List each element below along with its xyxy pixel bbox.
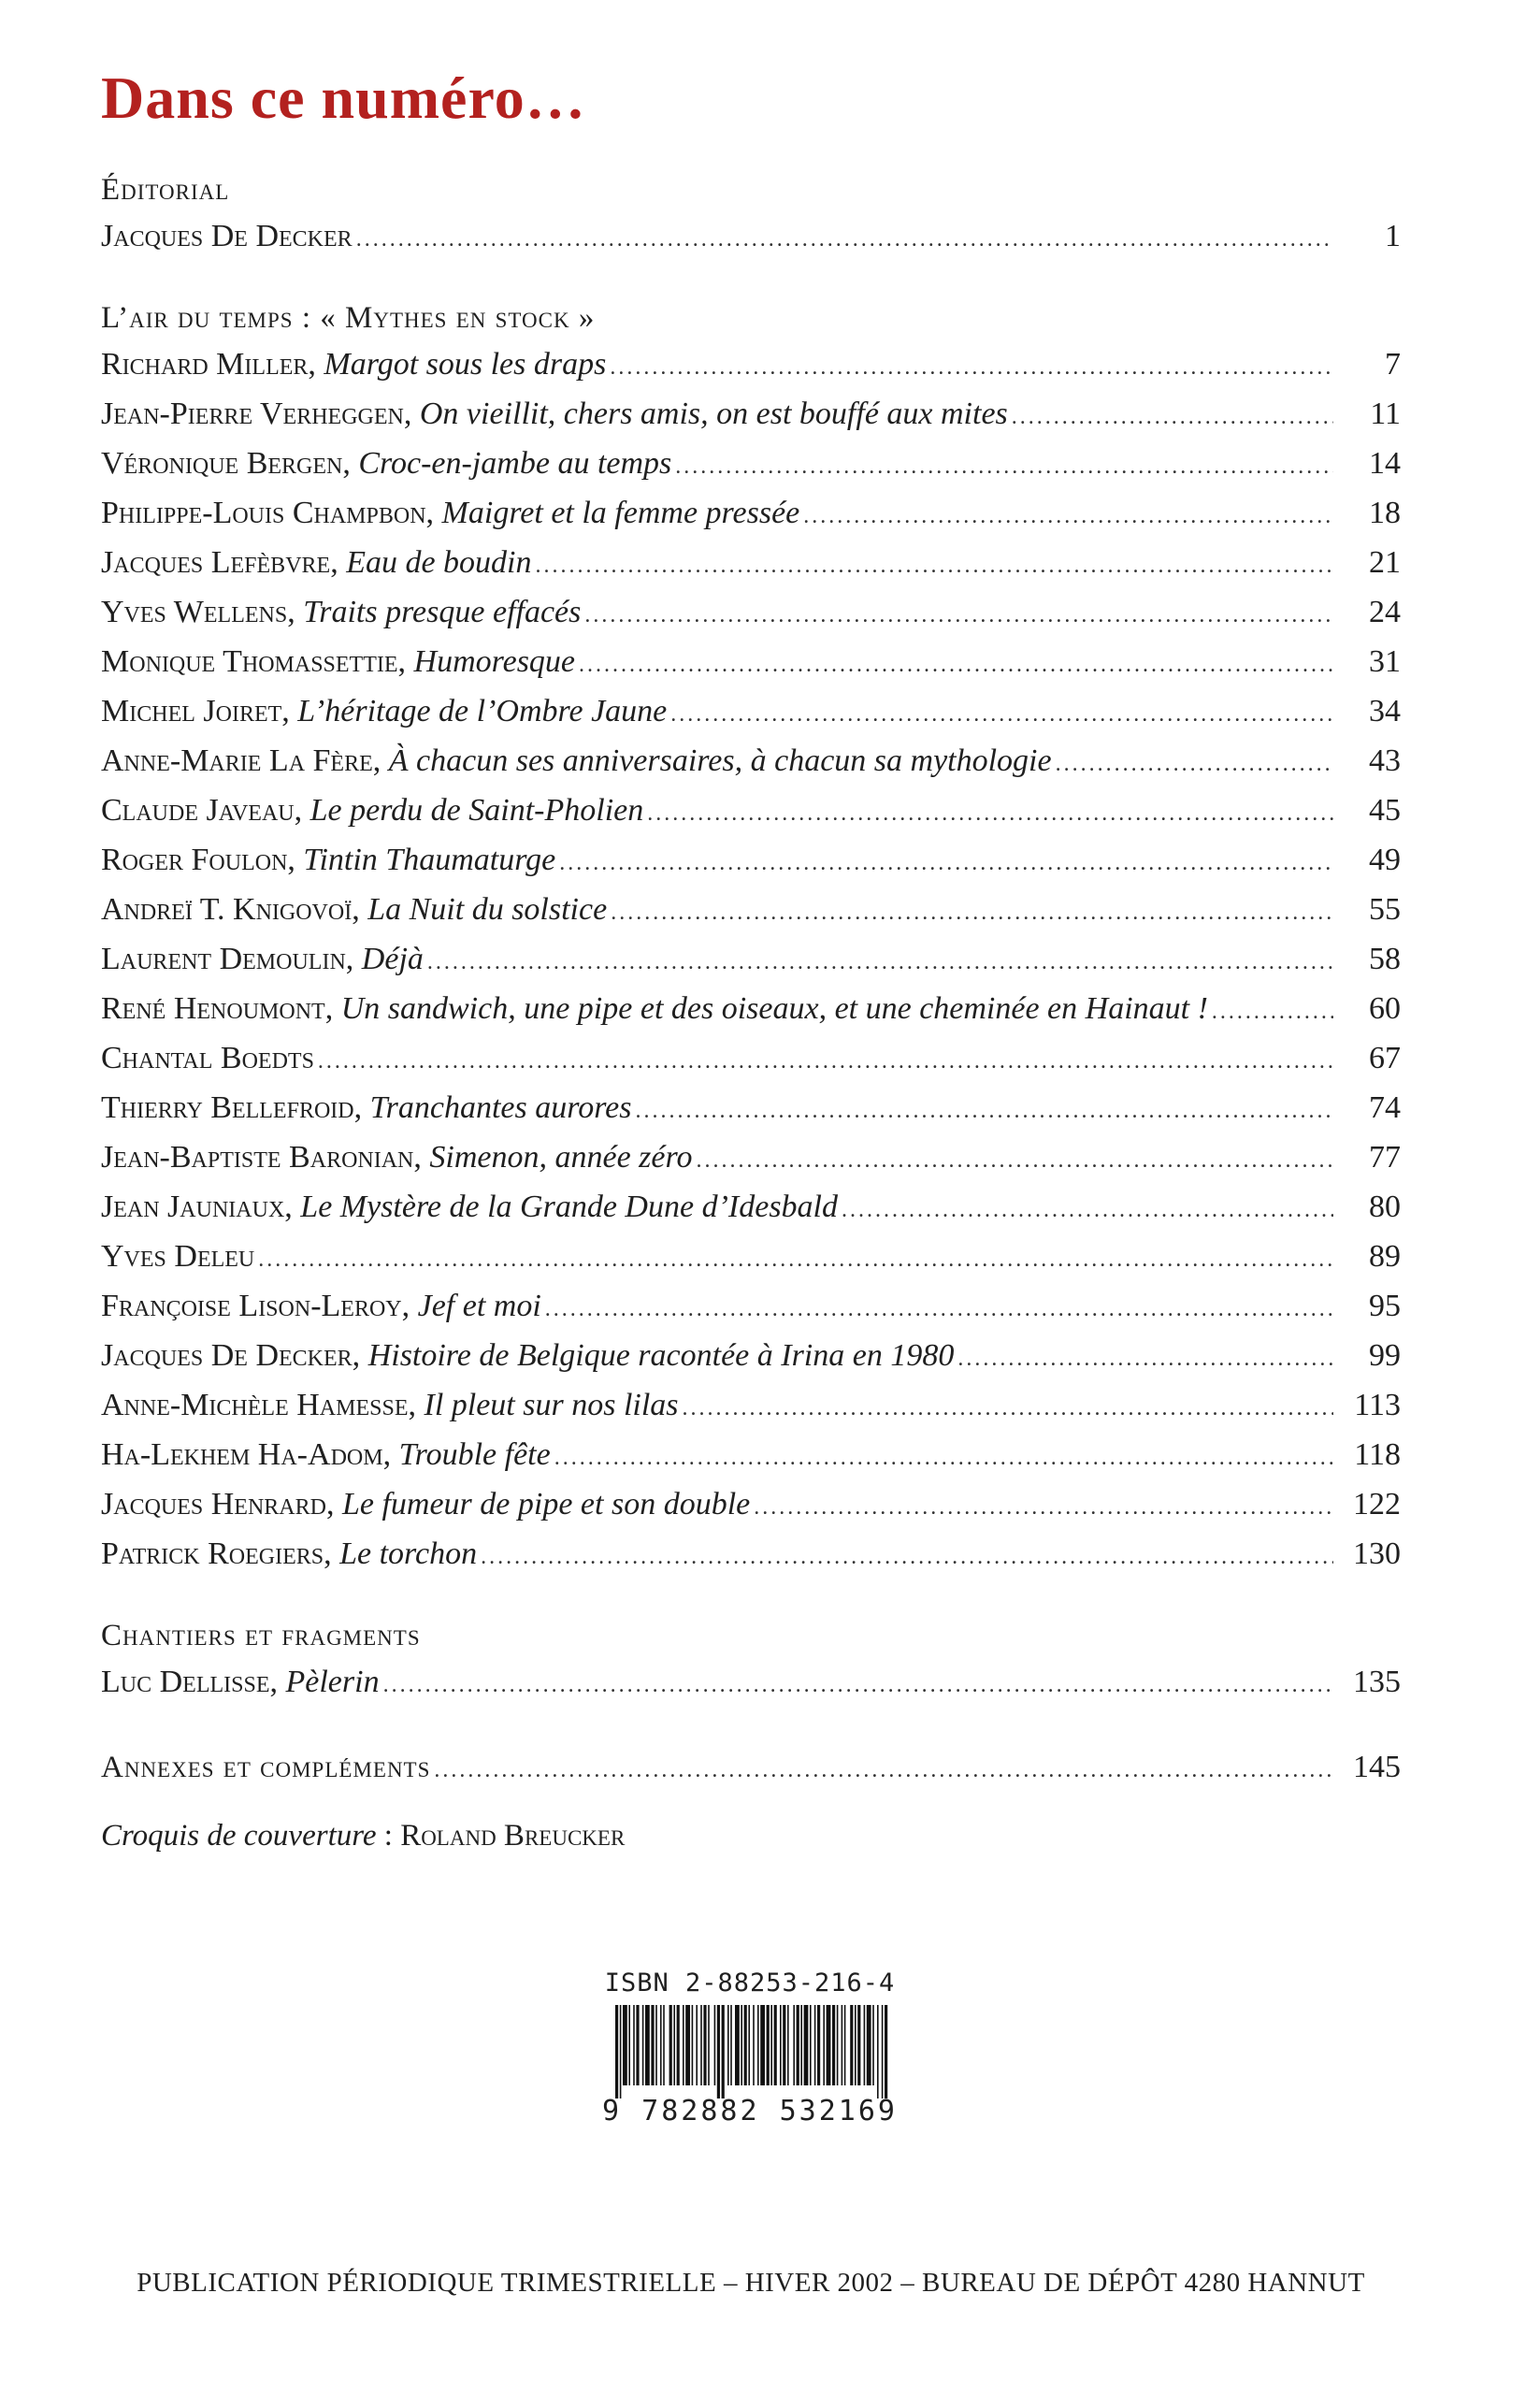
page-number: 11: [1370, 397, 1401, 431]
barcode-bar: [645, 2005, 650, 2085]
entry-title: Eau de boudin: [346, 545, 532, 580]
entry-author: Françoise Lison-Leroy,: [101, 1289, 410, 1323]
entry-author: Anne-Michèle Hamesse,: [101, 1388, 416, 1422]
entry-title: À chacun ses anniversaires, à chacun sa mythologie: [388, 743, 1052, 778]
page-number: 74: [1369, 1090, 1401, 1125]
isbn-text: ISBN 2-88253-216-4: [604, 1969, 896, 1997]
entry-author: Chantal Boedts: [101, 1041, 314, 1075]
barcode-bar: [663, 2005, 665, 2085]
entry-author: Andreï T. Knigovoï,: [101, 892, 360, 927]
dot-leader: [675, 442, 1333, 492]
toc-entry: [101, 587, 1401, 637]
barcode-bar: [753, 2005, 755, 2085]
page-number: 43: [1369, 743, 1401, 778]
entry-title: Le Mystère de la Grande Dune d’Idesbald: [300, 1190, 838, 1224]
toc-entry: [101, 686, 1401, 736]
barcode-bar: [817, 2005, 820, 2085]
section-chantiers: [101, 1614, 1401, 1707]
barcode-bar: [823, 2005, 825, 2085]
section-annexes: [101, 1742, 1401, 1792]
entry-title: Trouble fête: [398, 1437, 551, 1472]
barcode-bar: [623, 2005, 627, 2085]
page-number: 7: [1385, 347, 1401, 382]
barcode-bar: [717, 2005, 720, 2098]
cover-credit-label: Croquis de couverture: [101, 1819, 377, 1853]
page-number: 24: [1369, 595, 1401, 629]
entry-author: Ha-Lekhem Ha-Adom,: [101, 1437, 392, 1472]
toc-entry: [101, 1281, 1401, 1331]
dot-leader: [636, 1087, 1334, 1136]
entry-title: Il pleut sur nos lilas: [424, 1388, 679, 1422]
barcode-bar: [692, 2005, 694, 2085]
barcode-bar: [855, 2005, 856, 2085]
toc-entry: [101, 885, 1401, 934]
barcode-bar: [827, 2005, 831, 2085]
barcode-bar: [708, 2005, 710, 2085]
barcode-bar: [770, 2005, 772, 2085]
toc-entry: [101, 637, 1401, 686]
page-number: 60: [1369, 991, 1401, 1026]
toc-entry: [101, 1083, 1401, 1132]
spacer: [302, 786, 310, 835]
toc-entry: [101, 538, 1401, 587]
barcode-bar: [864, 2005, 866, 2085]
barcode-bar: [760, 2005, 765, 2085]
barcode-bar: [633, 2005, 635, 2085]
barcode-bar: [787, 2005, 789, 2085]
barcode-bar: [628, 2005, 630, 2085]
page-number: 67: [1369, 1041, 1401, 1075]
entry-title: La Nuit du solstice: [367, 892, 608, 927]
entry-author: Thierry Bellefroid,: [101, 1090, 363, 1125]
entry-author: Véronique Bergen,: [101, 446, 351, 481]
entry-author: Jean Jauniaux,: [101, 1190, 293, 1224]
dot-leader: [258, 1235, 1333, 1285]
dot-leader: [754, 1483, 1333, 1533]
entry-author: René Henoumont,: [101, 991, 334, 1026]
toc-entry: [101, 1132, 1401, 1182]
entry-title: Humoresque: [413, 644, 576, 679]
barcode-bar: [685, 2005, 690, 2085]
spacer: [295, 835, 304, 885]
dot-leader: [842, 1186, 1333, 1235]
dot-leader: [1212, 988, 1333, 1037]
barcode-bar: [673, 2005, 675, 2085]
barcode-bar: [844, 2005, 846, 2085]
dot-leader: [696, 1136, 1333, 1186]
spacer: [360, 885, 368, 934]
dot-leader: [683, 1384, 1333, 1434]
entry-title: Jef et moi: [417, 1289, 541, 1323]
barcode-bar: [842, 2005, 843, 2085]
dot-leader: [356, 215, 1333, 265]
publication-footer: PUBLICATION PÉRIODIQUE TRIMESTRIELLE – HIVER 2002 – BUREAU DE DÉPÔT 4280 HANNUT: [137, 2268, 1365, 2298]
dot-leader: [536, 541, 1334, 591]
barcode-bar: [744, 2005, 747, 2085]
entry-title: Simenon, année zéro: [429, 1140, 693, 1175]
page-number: 1: [1385, 219, 1401, 253]
dot-leader: [554, 1434, 1333, 1483]
dot-leader: [318, 1037, 1333, 1087]
colon-separator: :: [376, 1819, 401, 1853]
barcode-bar: [872, 2005, 874, 2085]
barcode-bar: [800, 2005, 802, 2085]
barcode-bar: [642, 2005, 644, 2085]
page-number: 34: [1369, 694, 1401, 728]
page-number: 118: [1354, 1437, 1401, 1472]
dot-leader: [803, 492, 1333, 541]
dot-leader: [611, 888, 1333, 938]
entry-author: Patrick Roegiers,: [101, 1536, 332, 1571]
dot-leader: [559, 839, 1333, 888]
spacer: [416, 1380, 425, 1430]
barcode-bar: [700, 2005, 702, 2085]
spacer: [290, 686, 298, 736]
toc-entry: [101, 1529, 1401, 1579]
page-number: 18: [1369, 496, 1401, 530]
dot-leader: [647, 789, 1333, 839]
entry-title: Le perdu de Saint-Pholien: [309, 793, 644, 828]
spacer: [381, 736, 389, 786]
entry-author: Monique Thomassettie,: [101, 644, 407, 679]
spacer: [353, 934, 362, 984]
toc-entry: [101, 736, 1401, 786]
entry-author: Claude Javeau,: [101, 793, 303, 828]
page-title: Dans ce numéro…: [101, 65, 586, 131]
page-number: 95: [1369, 1289, 1401, 1323]
spacer: [422, 1132, 430, 1182]
entry-author: Laurent Demoulin,: [101, 942, 354, 976]
toc-entry: [101, 1479, 1401, 1529]
toc-entry: [101, 389, 1401, 439]
barcode-bar: [669, 2005, 672, 2085]
barcode-bar: [783, 2005, 785, 2085]
entry-title: Pèlerin: [285, 1665, 380, 1699]
entry-list: [101, 1657, 1401, 1707]
barcode-bar: [837, 2005, 839, 2085]
spacer: [411, 389, 420, 439]
toc-entry: [101, 786, 1401, 835]
spacer: [360, 1331, 368, 1380]
page-number: 89: [1369, 1239, 1401, 1274]
entry-title: Traits presque effacés: [303, 595, 582, 629]
toc-entry: [101, 1657, 1401, 1707]
cover-credit: [101, 1819, 625, 1853]
barcode-bar: [804, 2005, 809, 2085]
barcode-bar: [735, 2005, 740, 2085]
section-air-du-temps: [101, 296, 1401, 1579]
entry-title: Maigret et la femme pressée: [441, 496, 800, 530]
barcode-bar: [703, 2005, 706, 2085]
page-number: 14: [1369, 446, 1401, 481]
section-heading: Éditorial: [101, 173, 230, 207]
barcode-bar: [683, 2005, 684, 2085]
toc-entry: [101, 835, 1401, 885]
barcode-bar: [620, 2005, 622, 2098]
entry-author: Jacques De Decker,: [101, 1338, 361, 1373]
barcode-bar: [748, 2005, 750, 2085]
dot-leader: [610, 343, 1333, 393]
spacer: [293, 1182, 301, 1232]
barcode-bar: [867, 2005, 871, 2085]
section-heading: L’air du temps : « Mythes en stock »: [101, 301, 596, 335]
dot-leader: [584, 591, 1333, 641]
entry-author: Jean-Pierre Verheggen,: [101, 397, 412, 431]
barcode-bar: [636, 2005, 639, 2085]
barcode-bar: [793, 2005, 795, 2085]
entry-author: Jacques Lefèbvre,: [101, 545, 338, 580]
page-number: 130: [1353, 1536, 1401, 1571]
entry-title: L’héritage de l’Ombre Jaune: [297, 694, 668, 728]
barcode-bar: [714, 2005, 716, 2085]
entry-author: Anne-Marie La Fère,: [101, 743, 381, 778]
page-number: 122: [1353, 1487, 1401, 1521]
barcode-bar: [857, 2005, 860, 2085]
spacer: [334, 1479, 342, 1529]
entry-list: [101, 211, 1401, 261]
page-number: 77: [1369, 1140, 1401, 1175]
page-number: 21: [1369, 545, 1401, 580]
entry-author: Roger Foulon,: [101, 843, 295, 877]
page-number: 55: [1369, 892, 1401, 927]
spacer: [434, 488, 442, 538]
barcode-bar: [741, 2005, 742, 2085]
spacer: [278, 1657, 286, 1707]
dot-leader: [579, 641, 1333, 690]
page-number: 145: [1353, 1750, 1401, 1784]
toc-entry: [101, 984, 1401, 1033]
dot-leader: [481, 1533, 1333, 1582]
page-number: 31: [1369, 644, 1401, 679]
spacer: [410, 1281, 418, 1331]
barcode-bar: [655, 2005, 657, 2085]
barcode-icon: [610, 2005, 890, 2098]
dot-leader: [957, 1334, 1333, 1384]
barcode-bar: [615, 2005, 618, 2098]
spacer: [362, 1083, 370, 1132]
barcode-bar: [722, 2005, 725, 2098]
barcode-bar: [810, 2005, 812, 2085]
spacer: [391, 1430, 399, 1479]
page-number: 113: [1354, 1388, 1401, 1422]
entry-title: Margot sous les draps: [324, 347, 607, 382]
dot-leader: [1012, 393, 1333, 442]
toc-entry: [101, 1430, 1401, 1479]
entry-title: Le fumeur de pipe et son double: [341, 1487, 751, 1521]
barcode-bar: [797, 2005, 799, 2085]
toc-entry: [101, 339, 1401, 389]
barcode-bar: [832, 2005, 835, 2085]
section-heading: Annexes et compléments: [101, 1751, 431, 1784]
section-editorial: [101, 168, 1401, 261]
toc-entry: [101, 1232, 1401, 1281]
entry-author: Luc Dellisse,: [101, 1665, 278, 1699]
barcode-bar: [677, 2005, 680, 2085]
barcode-bar: [814, 2005, 816, 2085]
toc-entry: [101, 1380, 1401, 1430]
barcode-bar: [780, 2005, 782, 2085]
entry-title: Tranchantes aurores: [369, 1090, 632, 1125]
table-of-contents: [101, 168, 1401, 1792]
page-number: 45: [1369, 793, 1401, 828]
barcode-bar: [885, 2005, 887, 2098]
toc-entry: [101, 439, 1401, 488]
section-heading: Chantiers et fragments: [101, 1619, 421, 1652]
barcode-bar: [696, 2005, 698, 2085]
page-number: 58: [1369, 942, 1401, 976]
dot-leader: [545, 1285, 1333, 1334]
entry-author: Michel Joiret,: [101, 694, 290, 728]
entry-list: [101, 339, 1401, 1579]
spacer: [406, 637, 414, 686]
toc-entry: [101, 211, 1401, 261]
entry-title: Déjà: [361, 942, 424, 976]
entry-author: Yves Wellens,: [101, 595, 295, 629]
entry-title: Histoire de Belgique racontée à Irina en 1980: [367, 1338, 955, 1373]
toc-entry: [101, 1331, 1401, 1380]
entry-author: Jacques Henrard,: [101, 1487, 335, 1521]
entry-author: Jacques De Decker: [101, 219, 353, 253]
page-number: 135: [1353, 1665, 1401, 1699]
spacer: [295, 587, 304, 637]
page-number: 49: [1369, 843, 1401, 877]
barcode-bar: [882, 2005, 884, 2098]
dot-leader: [427, 938, 1333, 988]
entry-title: Le torchon: [339, 1536, 478, 1571]
page-number: 80: [1369, 1190, 1401, 1224]
entry-title: Un sandwich, une pipe et des oiseaux, et une cheminée en Hainaut !: [340, 991, 1208, 1026]
dot-leader: [1056, 740, 1333, 789]
entry-title: Tintin Thaumaturge: [303, 843, 556, 877]
barcode-bar: [730, 2005, 732, 2085]
entry-author: Richard Miller,: [101, 347, 316, 382]
barcode-bar: [877, 2005, 879, 2098]
page-number: 99: [1369, 1338, 1401, 1373]
barcode-bar: [727, 2005, 729, 2085]
barcode-bar: [651, 2005, 654, 2085]
toc-entry: [101, 1182, 1401, 1232]
entry-author: Yves Deleu: [101, 1239, 255, 1274]
barcode-bar: [767, 2005, 770, 2085]
barcode-bar: [774, 2005, 777, 2085]
toc-entry-annexes: [101, 1742, 1401, 1792]
spacer: [333, 984, 341, 1033]
barcode-bar: [757, 2005, 759, 2085]
dot-leader: [383, 1661, 1333, 1710]
dot-leader: [670, 690, 1333, 740]
entry-title: On vieillit, chers amis, on est bouffé aux mites: [419, 397, 1008, 431]
barcode-number: 9 782882 532169: [602, 2095, 898, 2127]
cover-credit-name: Roland Breucker: [400, 1819, 626, 1853]
entry-author: Philippe-Louis Champbon,: [101, 496, 435, 530]
barcode-bar: [660, 2005, 662, 2085]
entry-title: Croc-en-jambe au temps: [358, 446, 672, 481]
barcode-bar: [850, 2005, 853, 2085]
toc-entry: [101, 1033, 1401, 1083]
toc-entry: [101, 934, 1401, 984]
dot-leader: [434, 1746, 1333, 1796]
toc-entry: [101, 488, 1401, 538]
spacer: [332, 1529, 340, 1579]
spacer: [338, 538, 347, 587]
spacer: [351, 439, 359, 488]
isbn-barcode: [591, 1969, 909, 2127]
entry-author: Jean-Baptiste Baronian,: [101, 1140, 422, 1175]
